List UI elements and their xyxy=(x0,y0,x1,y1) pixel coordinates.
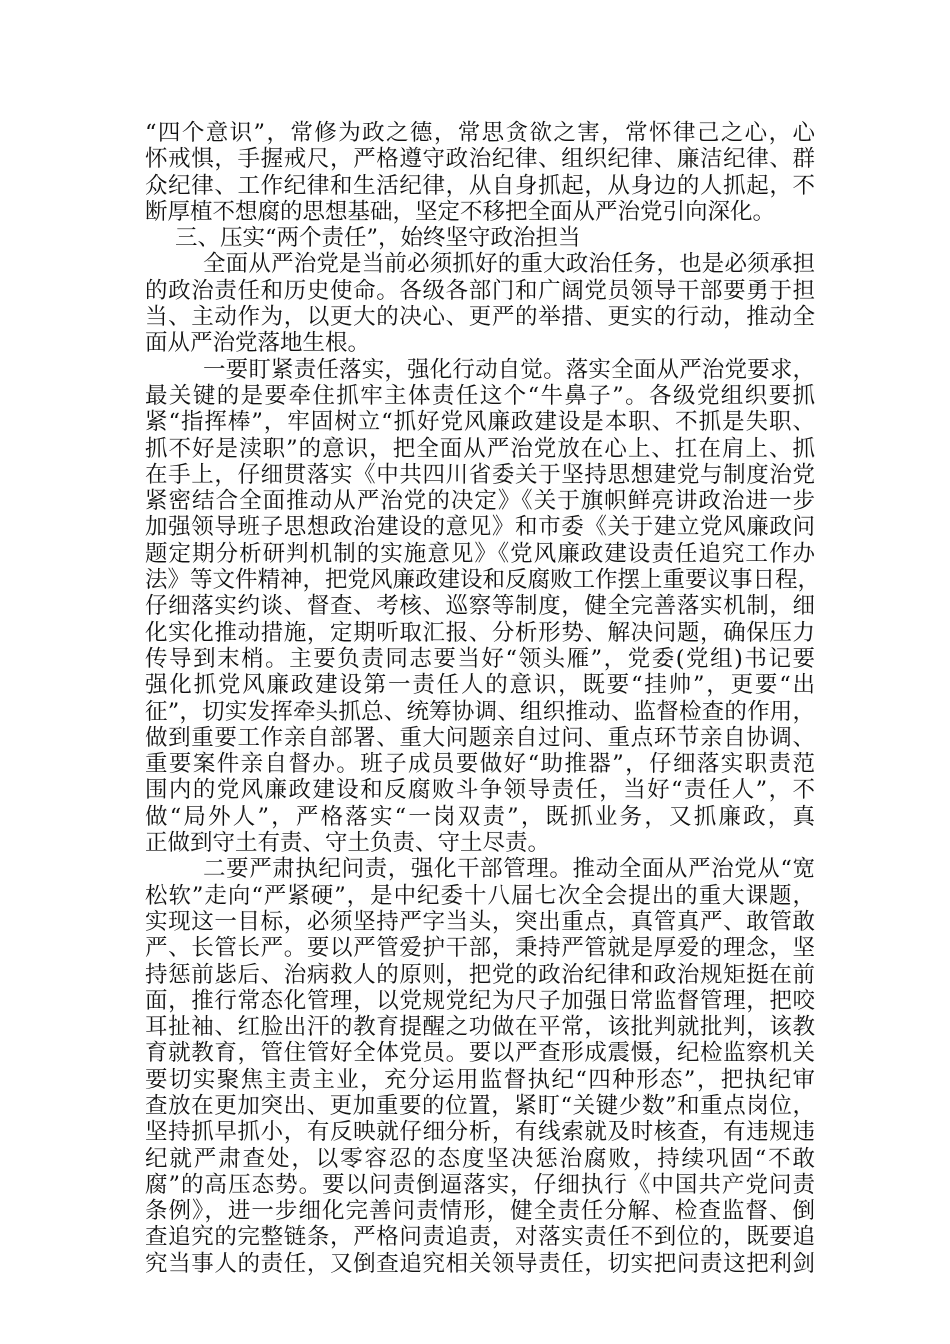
heading-text: 三、压实“两个责任”，始终坚守政治担当 xyxy=(175,225,581,252)
text-line: “四个意识”，常修为政之德，常思贪欲之害，常怀律己之心，心 xyxy=(145,120,815,146)
text-line: 仔细落实约谈、督查、考核、巡察等制度，健全完善落实机制，细 xyxy=(145,593,815,620)
text-line: 要切实聚焦主责主业，充分运用监督执纪“四种形态”，把执纪审 xyxy=(145,1066,815,1093)
text-line: 严、长管长严。要以严管爱护干部，秉持严管就是厚爱的理念，坚 xyxy=(145,935,815,962)
text-line: 查追究的完整链条，严格问责追责，对落实责任不到位的，既要追 xyxy=(145,1224,815,1251)
text-line: 传导到末梢。主要负责同志要当好“领头雁”，党委(党组)书记要 xyxy=(145,645,815,672)
text-line: 坚持抓早抓小，有反映就仔细分析，有线索就及时核查，有违规违 xyxy=(145,1119,815,1146)
text-line: 查放在更加突出、更加重要的位置，紧盯“关键少数”和重点岗位， xyxy=(145,1092,815,1119)
paragraph xyxy=(145,120,815,225)
text-line: 征”，切实发挥牵头抓总、统筹协调、组织推动、监督检查的作用， xyxy=(145,698,815,725)
text-line: 在手上，仔细贯落实《中共四川省委关于坚持思想建党与制度治党 xyxy=(145,461,815,488)
document-body xyxy=(145,120,821,1277)
text-line: 怀戒惧，手握戒尺，严格遵守政治纪律、组织纪律、廉洁纪律、群 xyxy=(145,146,815,173)
paragraph xyxy=(145,356,821,857)
text-line: 面从严治党落地生根。 xyxy=(145,330,371,357)
text-line: 耳扯袖、红脸出汗的教育提醒之功做在平常，该批判就批判，该教 xyxy=(145,1014,815,1041)
text-line: 做“局外人”，严格落实“一岗双责”，既抓业务，又抓廉政，真 xyxy=(145,803,815,830)
text-line: 题定期分析研判机制的实施意见》《党风廉政建设责任追究工作办 xyxy=(145,540,815,567)
text-line: 最关键的是要牵住抓牢主体责任这个“牛鼻子”。各级党组织要抓 xyxy=(145,382,815,409)
text-line: 究当事人的责任，又倒查追究相关领导责任，切实把问责这把利剑 xyxy=(145,1250,815,1277)
text-line: 全面从严治党是当前必须抓好的重大政治任务，也是必须承担 xyxy=(203,251,815,278)
text-line: 育就教育，管住管好全体党员。要以严查形成震慑，纪检监察机关 xyxy=(145,1040,815,1067)
text-line: 持惩前毖后、治病救人的原则，把党的政治纪律和政治规矩挺在前 xyxy=(145,961,815,988)
text-line: 二要严肃执纪问责，强化干部管理。推动全面从严治党从“宽 xyxy=(203,856,815,883)
text-line: 实现这一目标，必须坚持严字当头，突出重点，真管真严、敢管敢 xyxy=(145,908,815,935)
text-line: 纪就严肃查处，以零容忍的态度坚决惩治腐败，持续巩固“不敢 xyxy=(145,1145,815,1172)
text-line: 做到重要工作亲自部署、重大问题亲自过问、重点环节亲自协调、 xyxy=(145,724,815,751)
text-line: 腐”的高压态势。要以问责倒逼落实，仔细执行《中国共产党问责 xyxy=(145,1171,815,1198)
text-line: 紧密结合全面推动从严治党的决定》《关于旗帜鲜亮讲政治进一步 xyxy=(145,488,815,515)
text-line: 抓不好是渎职”的意识，把全面从严治党放在心上、扛在肩上、抓 xyxy=(145,435,815,462)
text-line: 当、主动作为，以更大的决心、更严的举措、更实的行动，推动全 xyxy=(145,304,815,331)
text-line: 法》等文件精神，把党风廉政建设和反腐败工作摆上重要议事日程， xyxy=(145,567,821,594)
text-line: 正做到守土有责、守土负责、守土尽责。 xyxy=(145,830,551,857)
text-line: 断厚植不想腐的思想基础，坚定不移把全面从严治党引向深化。 xyxy=(145,198,776,225)
text-line: 化实化推动措施，定期听取汇报、分析形势、解决问题，确保压力 xyxy=(145,619,815,646)
text-line: 强化抓党风廉政建设第一责任人的意识，既要“挂帅”，更要“出 xyxy=(145,672,815,699)
text-line: 围内的党风廉政建设和反腐败斗争领导责任，当好“责任人”，不 xyxy=(145,777,815,804)
text-line: 紧“指挥棒”，牢固树立“抓好党风廉政建设是本职、不抓是失职、 xyxy=(145,409,815,436)
text-line: 的政治责任和历史使命。各级各部门和广阔党员领导干部要勇于担 xyxy=(145,277,815,304)
text-line: 松软”走向“严紧硬”，是中纪委十八届七次全会提出的重大课题， xyxy=(145,882,815,909)
text-line: 众纪律、工作纪律和生活纪律，从自身抓起，从身边的人抓起，不 xyxy=(145,172,815,199)
text-line: 面，推行常态化管理，以党规党纪为尺子加强日常监督管理，把咬 xyxy=(145,987,815,1014)
section-heading xyxy=(145,225,815,251)
paragraph xyxy=(145,856,815,1277)
text-line: 条例》，进一步细化完善问责情形，健全责任分解、检查监督、倒 xyxy=(145,1198,815,1225)
paragraph xyxy=(145,251,815,356)
text-line: 一要盯紧责任落实，强化行动自觉。落实全面从严治党要求， xyxy=(203,356,815,383)
text-line: 重要案件亲自督办。班子成员要做好“助推器”，仔细落实职责范 xyxy=(145,751,815,778)
text-line: 加强领导班子思想政治建设的意见》和市委《关于建立党风廉政问 xyxy=(145,514,815,541)
